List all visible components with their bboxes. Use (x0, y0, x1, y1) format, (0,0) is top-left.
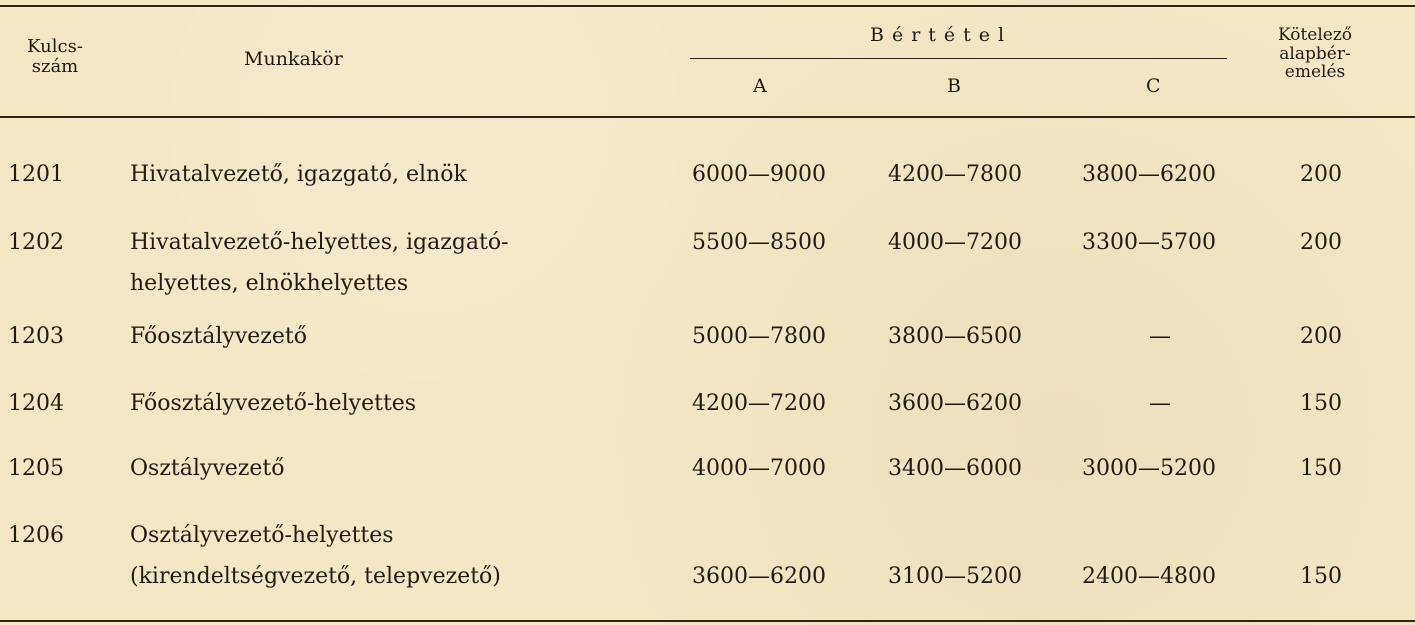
row-role-line: Hivatalvezető, igazgató, elnök (130, 162, 467, 187)
table-row (0, 448, 1415, 498)
row-c-range: 2400—4800 (1082, 564, 1216, 589)
row-key: 1206 (8, 523, 64, 548)
row-a-range: 5500—8500 (692, 230, 826, 255)
table-row (0, 154, 1415, 204)
header-col-c: C (1146, 75, 1161, 97)
row-c-range: 3800—6200 (1082, 162, 1216, 187)
row-b-range: 4200—7800 (888, 162, 1022, 187)
row-key: 1201 (8, 162, 64, 187)
header-bertetel: Bértétel (870, 24, 1013, 46)
header-kulcsszam (5, 37, 105, 77)
row-b-range: 4000—7200 (888, 230, 1022, 255)
row-c-range: — (1149, 391, 1171, 416)
row-role (130, 154, 467, 195)
header-kotelezo-line1: Kötelező (1277, 25, 1353, 45)
table-row (0, 515, 1415, 589)
row-key: 1203 (8, 324, 64, 349)
table-row (0, 222, 1415, 296)
row-key: 1204 (8, 391, 64, 416)
row-min-increase: 200 (1300, 162, 1342, 187)
row-role-line: Osztályvezető-helyettes (130, 523, 394, 548)
header-col-a: A (753, 75, 767, 97)
header-munkakor: Munkakör (244, 48, 343, 70)
row-min-increase: 150 (1300, 391, 1342, 416)
row-b-range: 3100—5200 (888, 564, 1022, 589)
row-a-range: 6000—9000 (692, 162, 826, 187)
row-role (130, 316, 307, 357)
row-role-line: Főosztályvezető-helyettes (130, 391, 417, 416)
header-kulcsszam-line2: szám (31, 55, 79, 77)
row-min-increase: 150 (1300, 456, 1342, 481)
row-role-line: helyettes, elnökhelyettes (130, 271, 409, 296)
row-c-range: 3300—5700 (1082, 230, 1216, 255)
row-min-increase: 200 (1300, 230, 1342, 255)
header-col-b: B (947, 75, 961, 97)
row-c-range: — (1149, 324, 1171, 349)
row-a-range: 4200—7200 (692, 391, 826, 416)
header-kulcsszam-line1: Kulcs- (27, 36, 83, 57)
header-kotelezo-line2: alapbér- (1279, 43, 1351, 64)
top-rule (0, 5, 1415, 7)
header-bottom-rule (0, 116, 1415, 118)
row-role (130, 383, 416, 424)
row-a-range: 5000—7800 (692, 324, 826, 349)
bertetel-subrule (690, 58, 1227, 59)
row-role (130, 222, 509, 304)
row-role (130, 515, 501, 597)
row-a-range: 4000—7000 (692, 456, 826, 481)
row-c-range: 3000—5200 (1082, 456, 1216, 481)
row-min-increase: 150 (1300, 564, 1342, 589)
row-key: 1205 (8, 456, 64, 481)
row-a-range: 3600—6200 (692, 564, 826, 589)
header-kotelezo-line3: emelés (1284, 62, 1346, 83)
row-role (130, 448, 284, 489)
table-row (0, 383, 1415, 433)
row-role-line: Hivatalvezető-helyettes, igazgató- (130, 230, 509, 255)
row-role-line: (kirendeltségvezető, telepvezető) (130, 564, 501, 589)
row-b-range: 3800—6500 (888, 324, 1022, 349)
row-key: 1202 (8, 230, 64, 255)
header-kotelezo-alapberemeles (1250, 26, 1380, 82)
row-min-increase: 200 (1300, 324, 1342, 349)
bottom-rule (0, 620, 1415, 622)
row-role-line: Főosztályvezető (130, 324, 307, 349)
row-b-range: 3600—6200 (888, 391, 1022, 416)
table-row (0, 316, 1415, 366)
row-role-line: Osztályvezető (130, 456, 285, 481)
row-b-range: 3400—6000 (888, 456, 1022, 481)
